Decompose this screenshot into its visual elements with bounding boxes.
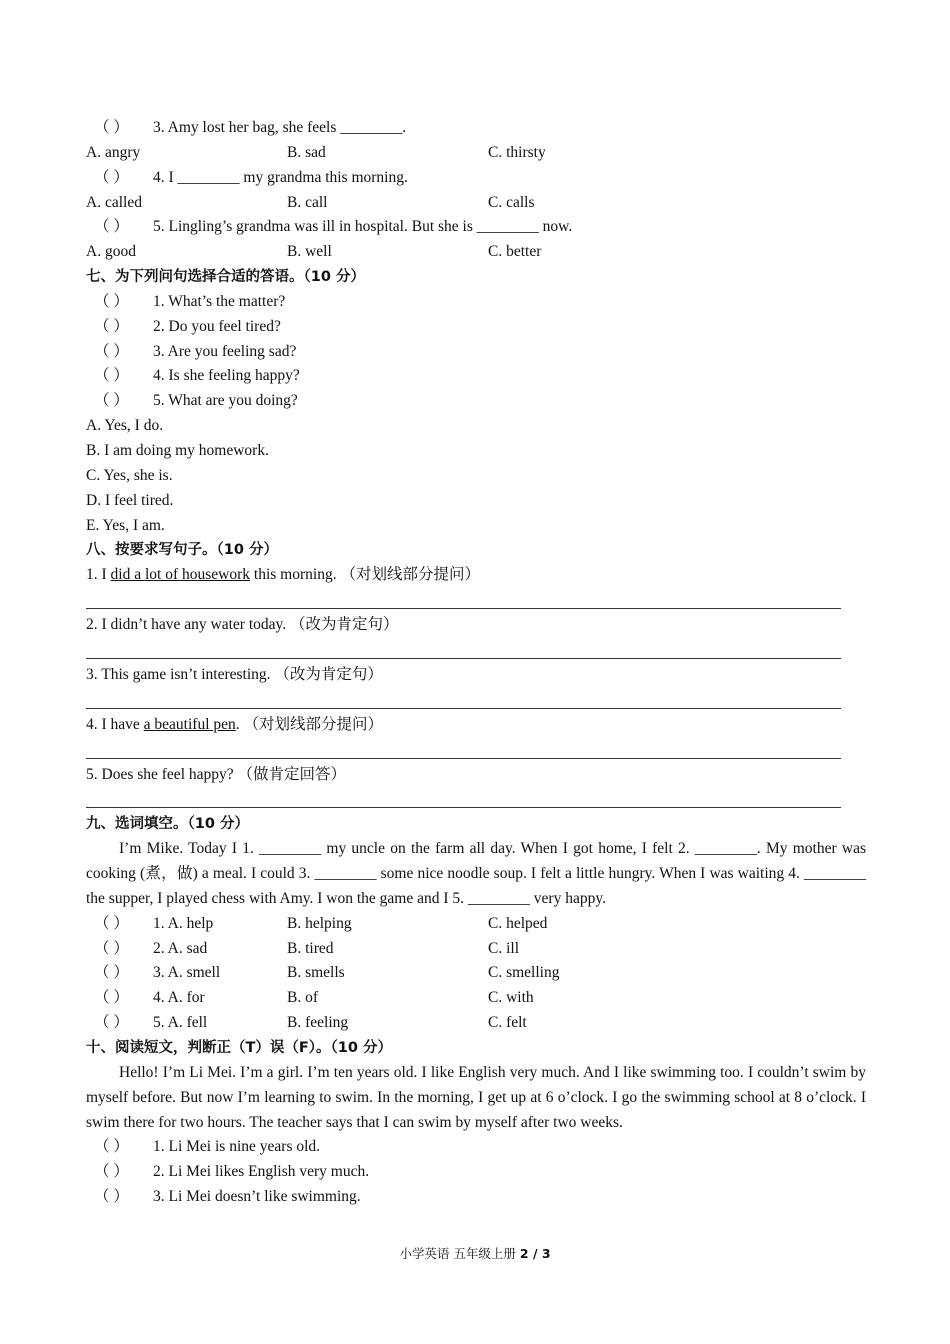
question-line (86, 340, 866, 365)
answer-paren[interactable]: （ ） (94, 342, 129, 360)
rewrite-prompt (86, 763, 866, 788)
option-row (86, 191, 866, 216)
option-c: C. felt (488, 1014, 527, 1032)
question-line (86, 364, 866, 389)
option-a: A. angry (86, 143, 141, 161)
option-b: B. sad (287, 143, 326, 161)
option-a: A. good (86, 243, 136, 261)
section-8 (86, 538, 866, 812)
option-b: B. smells (287, 964, 345, 982)
rewrite-prompt (86, 663, 866, 688)
option-a: 5. A. fell (153, 1014, 208, 1032)
answer-line[interactable] (86, 738, 866, 763)
question-text: 4. Is she feeling happy? (153, 367, 300, 385)
option-b: B. well (287, 243, 332, 261)
option-c: C. thirsty (488, 143, 546, 161)
answer-paren[interactable]: （ ） (94, 1163, 129, 1181)
question-text: 1. What’s the matter? (153, 292, 286, 310)
prompt-text: 4. I have (86, 715, 144, 733)
question-line (86, 315, 866, 340)
question-text: 2. Do you feel tired? (153, 317, 281, 335)
underlined-part: a beautiful pen (143, 715, 236, 733)
answer-line[interactable] (86, 588, 866, 613)
question-line (86, 389, 866, 414)
footer-text: 小学英语 五年级上册 (399, 1246, 520, 1261)
cloze-passage: I’m Mike. Today I 1. ________ my uncle on the farm all day. When I got home, I felt 2. ________. My mother was cooking (煮，做) a meal. I could 3. ________ some nice noodle soup. I felt a little hungry. When I was waiting 4. ________ the supper, I played chess with Amy. I won the game and I 5. ________ very happy. (86, 840, 866, 907)
answer-option: A. Yes, I do. (86, 417, 164, 435)
option-c: C. with (488, 989, 534, 1007)
answer-paren[interactable]: （ ） (94, 367, 129, 385)
answer-paren[interactable]: （ ） (94, 392, 129, 410)
rewrite-prompt (86, 563, 866, 588)
answer-line[interactable] (86, 638, 866, 663)
answer-paren[interactable]: （ ） (94, 119, 129, 136)
answer-paren[interactable]: （ ） (94, 914, 129, 932)
question-text: 3. Are you feeling sad? (153, 342, 297, 360)
prompt-text: 5. Does she feel happy? （做肯定回答） (86, 765, 347, 783)
option-a: 1. A. help (153, 914, 214, 932)
question-text: 3. Amy lost her bag, she feels ________. (153, 119, 407, 136)
section-9 (86, 812, 866, 1036)
question-line (86, 116, 866, 141)
statement-text: 3. Li Mei doesn’t like swimming. (153, 1188, 361, 1206)
answer-paren[interactable]: （ ） (94, 1138, 129, 1156)
section-title: 七、为下列问句选择合适的答语。（10 分） (86, 269, 365, 286)
question-text: 4. I ________ my grandma this morning. (153, 168, 408, 186)
option-b: B. feeling (287, 1014, 349, 1032)
answer-option: E. Yes, I am. (86, 516, 165, 534)
rewrite-prompt (86, 613, 866, 638)
option-c: C. smelling (488, 964, 560, 982)
option-row (86, 1011, 866, 1036)
answer-paren[interactable]: （ ） (94, 1014, 129, 1032)
option-b: B. call (287, 193, 328, 211)
answer-paren[interactable]: （ ） (94, 939, 129, 957)
statement-text: 1. Li Mei is nine years old. (153, 1138, 321, 1156)
answer-option: C. Yes, she is. (86, 466, 173, 484)
prompt-instruction: . （对划线部分提问） (235, 715, 384, 733)
option-c: C. helped (488, 914, 548, 932)
option-a: 4. A. for (153, 989, 205, 1007)
answer-option: B. I am doing my homework. (86, 441, 269, 459)
statement-line (86, 1135, 866, 1160)
section-7 (86, 265, 866, 538)
answer-paren[interactable]: （ ） (94, 964, 129, 982)
answer-paren[interactable]: （ ） (94, 168, 129, 186)
answer-paren[interactable]: （ ） (94, 1188, 129, 1206)
mc-tail (86, 116, 866, 265)
option-b: B. of (287, 989, 318, 1007)
page-footer (0, 1244, 950, 1262)
prompt-text: 2. I didn’t have any water today. （改为肯定句） (86, 616, 399, 634)
statement-line (86, 1185, 866, 1210)
option-row (86, 141, 866, 166)
section-title: 八、按要求写句子。（10 分） (86, 542, 278, 559)
option-a: 3. A. smell (153, 964, 221, 982)
section-title: 九、选词填空。（10 分） (86, 816, 249, 833)
question-line (86, 166, 866, 191)
option-b: B. tired (287, 939, 334, 957)
option-c: C. calls (488, 193, 535, 211)
reading-passage: Hello! I’m Li Mei. I’m a girl. I’m ten years old. I like English very much. And I like swimming too. I couldn’t swim by myself before. But now I’m learning to swim. In the morning, I get up at 6 o’clock. I go the swimming school at 8 o’clock. I swim there for two hours. The teacher says that I can swim by myself after two weeks. (86, 1063, 866, 1131)
answer-line[interactable] (86, 787, 866, 812)
question-text: 5. Lingling’s grandma was ill in hospital. But she is ________ now. (153, 218, 573, 236)
option-b: B. helping (287, 914, 352, 932)
answer-paren[interactable]: （ ） (94, 317, 129, 335)
section-10 (86, 1036, 866, 1210)
rewrite-prompt (86, 713, 866, 738)
answer-paren[interactable]: （ ） (94, 218, 129, 236)
option-c: C. ill (488, 939, 520, 957)
question-line (86, 290, 866, 315)
answer-option: D. I feel tired. (86, 491, 174, 509)
option-c: C. better (488, 243, 542, 261)
answer-line[interactable] (86, 688, 866, 713)
option-row (86, 961, 866, 986)
option-row (86, 240, 866, 265)
option-a: 2. A. sad (153, 939, 208, 957)
option-row (86, 986, 866, 1011)
option-row (86, 937, 866, 962)
worksheet-page (86, 116, 866, 1210)
option-row (86, 912, 866, 937)
question-text: 5. What are you doing? (153, 392, 298, 410)
question-line (86, 215, 866, 240)
answer-paren[interactable]: （ ） (94, 989, 129, 1007)
statement-line (86, 1160, 866, 1185)
prompt-text: 3. This game isn’t interesting. （改为肯定句） (86, 665, 383, 683)
answer-paren[interactable]: （ ） (94, 292, 129, 310)
prompt-instruction: this morning. （对划线部分提问） (250, 566, 480, 584)
option-a: A. called (86, 193, 142, 211)
statement-text: 2. Li Mei likes English very much. (153, 1163, 370, 1181)
underlined-part: did a lot of housework (110, 566, 251, 584)
section-title: 十、阅读短文，判断正（T）误（F）。（10 分） (86, 1040, 393, 1056)
prompt-text: 1. I (86, 566, 111, 584)
page-number: 2 / 3 (519, 1246, 551, 1261)
